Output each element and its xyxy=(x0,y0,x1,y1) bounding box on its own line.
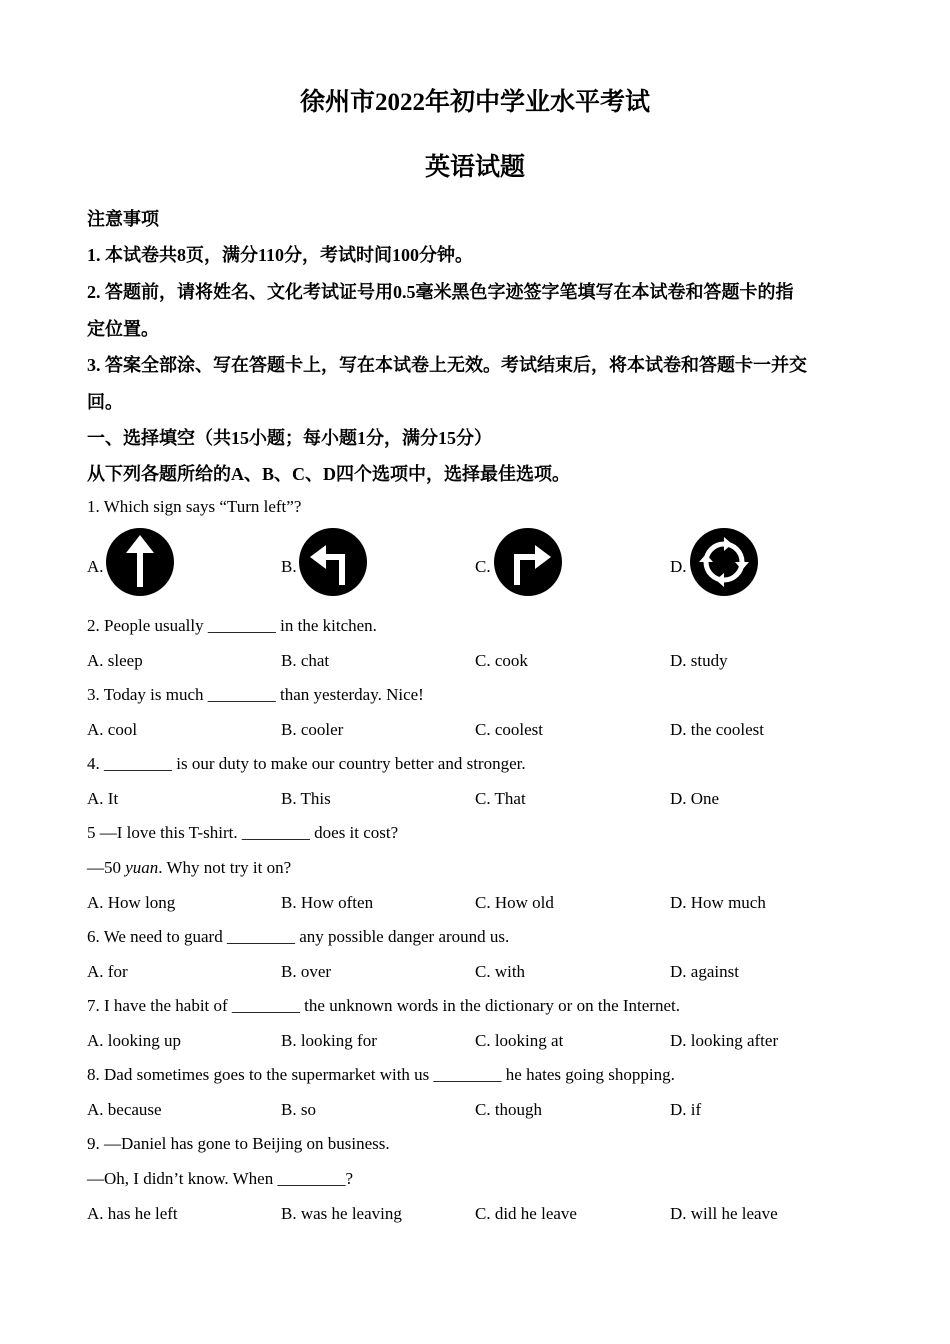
turn-right-sign-icon xyxy=(493,527,563,597)
question-stem: 8. Dad sometimes goes to the supermarket with us ________ he hates going shopping. xyxy=(87,1065,675,1084)
reply-text: —50 xyxy=(87,858,126,877)
option-b[interactable]: B. chat xyxy=(281,651,330,670)
option-a[interactable]: A. looking up xyxy=(87,1031,181,1050)
option-d[interactable]: D. One xyxy=(670,789,720,808)
option-b[interactable]: B. looking for xyxy=(281,1031,377,1050)
note-item: 1. 本试卷共8页，满分110分，考试时间100分钟。 xyxy=(87,245,474,265)
option-a[interactable]: A. has he left xyxy=(87,1204,178,1223)
exam-title: 徐州市2022年初中学业水平考试 xyxy=(299,89,650,116)
option-a[interactable]: A. because xyxy=(87,1100,162,1119)
option-b[interactable]: B. cooler xyxy=(281,720,344,739)
yuan-word: yuan xyxy=(125,858,159,877)
exam-subtitle: 英语试题 xyxy=(424,154,525,181)
option-b[interactable]: B. over xyxy=(281,962,332,981)
question-stem: 7. I have the habit of ________ the unknown words in the dictionary or on the Internet. xyxy=(87,996,680,1015)
question-stem: 1. Which sign says “Turn left”? xyxy=(87,497,302,516)
option-d[interactable]: D. will he leave xyxy=(670,1204,778,1223)
question-stem: 9. —Daniel has gone to Beijing on business. xyxy=(87,1134,390,1153)
option-d[interactable]: D. looking after xyxy=(670,1031,779,1050)
reply-text: . Why not try it on? xyxy=(158,858,292,877)
note-item: 定位置。 xyxy=(87,319,159,339)
option-b[interactable]: B. This xyxy=(281,789,331,808)
option-a[interactable]: A. xyxy=(87,557,104,576)
option-c[interactable]: C. though xyxy=(475,1100,543,1119)
section-heading: 一、选择填空（共15小题；每小题1分，满分15分） xyxy=(87,428,492,448)
note-item: 回。 xyxy=(87,392,123,412)
option-d[interactable]: D. if xyxy=(670,1100,702,1119)
question-stem: 2. People usually ________ in the kitchen. xyxy=(87,616,377,635)
option-a[interactable]: A. for xyxy=(87,962,128,981)
option-c[interactable]: C. coolest xyxy=(475,720,543,739)
option-c[interactable]: C. cook xyxy=(475,651,528,670)
option-d[interactable]: D. xyxy=(670,557,687,576)
option-b[interactable]: B. How often xyxy=(281,893,374,912)
question-stem: 6. We need to guard ________ any possible danger around us. xyxy=(87,927,510,946)
notes-heading: 注意事项 xyxy=(87,209,159,229)
question-stem-reply: —Oh, I didn’t know. When ________? xyxy=(87,1169,353,1188)
roundabout-sign-icon xyxy=(689,527,759,597)
option-c[interactable]: C. did he leave xyxy=(475,1204,577,1223)
question-stem: 3. Today is much ________ than yesterday. Nice! xyxy=(87,685,424,704)
option-c[interactable]: C. looking at xyxy=(475,1031,564,1050)
option-b[interactable]: B. was he leaving xyxy=(281,1204,402,1223)
option-d[interactable]: D. How much xyxy=(670,893,766,912)
note-item: 2. 答题前，请将姓名、文化考试证号用0.5毫米黑色字迹签字笔填写在本试卷和答题卡的指 xyxy=(87,282,794,302)
option-c[interactable]: C. That xyxy=(475,789,526,808)
section-instruction: 从下列各题所给的A、B、C、D四个选项中，选择最佳选项。 xyxy=(87,464,571,484)
option-c[interactable]: C. with xyxy=(475,962,526,981)
question-stem: 5 —I love this T-shirt. ________ does it cost? xyxy=(87,823,399,842)
option-a[interactable]: A. How long xyxy=(87,893,176,912)
option-b[interactable]: B. xyxy=(281,557,297,576)
question-stem-reply xyxy=(87,858,291,878)
option-c[interactable]: C. xyxy=(475,557,491,576)
option-a[interactable]: A. sleep xyxy=(87,651,143,670)
option-b[interactable]: B. so xyxy=(281,1100,316,1119)
turn-left-sign-icon xyxy=(298,527,368,597)
option-a[interactable]: A. cool xyxy=(87,720,138,739)
option-d[interactable]: D. the coolest xyxy=(670,720,764,739)
option-c[interactable]: C. How old xyxy=(475,893,554,912)
arrow-up-sign-icon xyxy=(105,527,175,597)
option-d[interactable]: D. study xyxy=(670,651,728,670)
option-d[interactable]: D. against xyxy=(670,962,739,981)
note-item: 3. 答案全部涂、写在答题卡上，写在本试卷上无效。考试结束后，将本试卷和答题卡一并交 xyxy=(87,355,807,375)
option-a[interactable]: A. It xyxy=(87,789,119,808)
question-stem: 4. ________ is our duty to make our country better and stronger. xyxy=(87,754,526,773)
